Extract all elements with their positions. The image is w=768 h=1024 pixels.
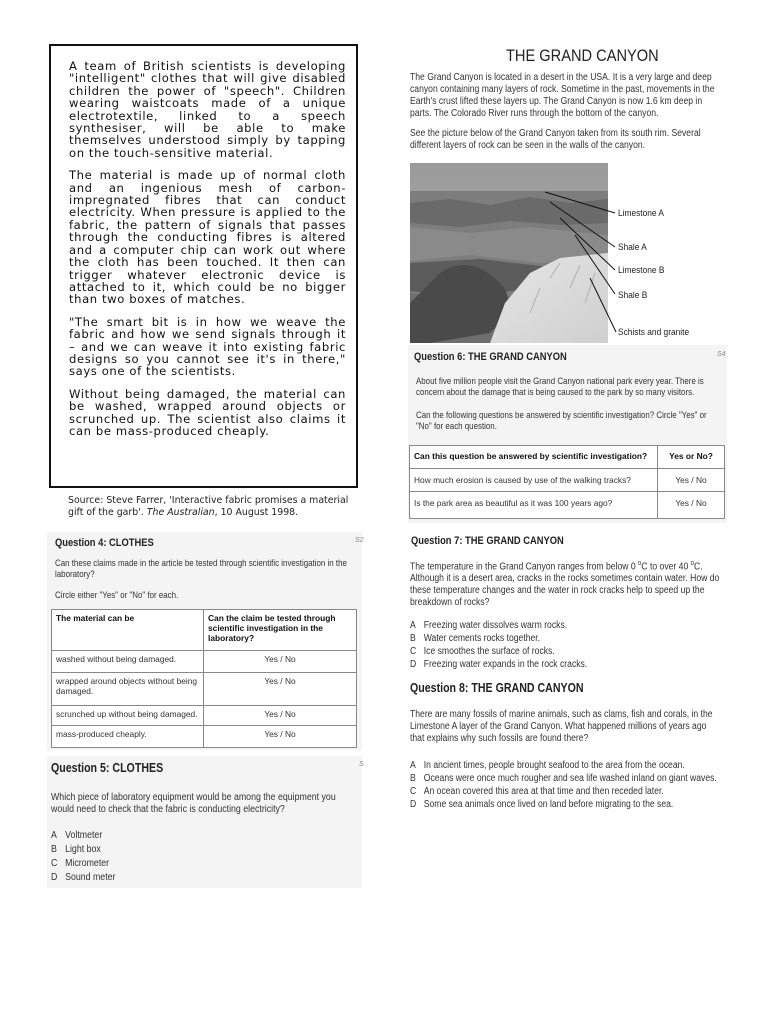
question-4-title: Question 4: CLOTHES	[55, 537, 154, 549]
question-6-code: S4	[717, 351, 726, 358]
question-4-code: S2	[355, 537, 364, 544]
source-publication: The Australian	[146, 506, 215, 518]
option-d[interactable]: D Freezing water expands in the rock cracks.	[410, 659, 588, 670]
table-cell-claim: mass-produced cheaply.	[52, 726, 204, 748]
option-b[interactable]: B Oceans were once much rougher and sea life washed inland on giant waves.	[410, 773, 717, 784]
question-5-text: Which piece of laboratory equipment would be among the equipment you would need to check that the fabric is conducting electricity?	[51, 792, 336, 815]
article-paragraph: A team of British scientists is developing "intelligent" clothes that will give disabled children the power of "speech". Children wearing waistcoats made of a unique electrotextile, linked to a speech synthesiser, will be able to make themselves understood simply by tapping on the touch-sensitive material.	[69, 59, 346, 160]
source-date: , 10 August 1998.	[214, 506, 299, 518]
question-4-panel	[47, 532, 362, 750]
article-paragraph: The material is made up of normal cloth and an ingenious mesh of carbon-impregnated fibres that can conduct electricity. When pressure is applied to the fabric, the pattern of signals that passes through the conducting fibres is altered and a computer chip can work out where the cloth has been touched. It then can trigger whatever electronic device is attached to it, which could be no bigger than two boxes of matches.	[69, 168, 346, 307]
table-row	[410, 492, 725, 519]
source-prefix: Source: Steve Farrer, 'Interactive fabric promises a material gift of the garb'.	[68, 495, 349, 518]
grand-canyon-intro: The Grand Canyon is located in a desert in the USA. It is a very large and deep canyon containing many layers of rock. Sometime in the past, movements in the Earth's crust lifted these layers up. The Grand Canyon is now 1.6 km deep in parts. The Colorado River runs through the bottom of the canyon.	[410, 72, 715, 119]
question-6-text: About five million people visit the Grand Canyon national park every year. There is concern about the damage that is being caused to the park by so many visitors.	[416, 376, 704, 397]
callout-line-schists	[590, 278, 616, 332]
label-shale-b: Shale B	[618, 290, 648, 301]
label-callout-lines	[540, 180, 620, 345]
table-cell-question: How much erosion is caused by use of the walking tracks?	[410, 469, 658, 492]
yes-no-choice[interactable]: Yes / No	[658, 469, 725, 492]
question-6-panel	[408, 345, 727, 523]
table-header-row	[410, 446, 725, 469]
option-c[interactable]: C An ocean covered this area at that time and then receded later.	[410, 786, 664, 797]
question-8-title: Question 8: THE GRAND CANYON	[410, 681, 584, 695]
table-row	[52, 726, 357, 748]
table-header: Can this question be answered by scientific investigation?	[410, 446, 658, 469]
option-c[interactable]: C Micrometer	[51, 858, 110, 869]
yes-no-choice[interactable]: Yes / No	[204, 706, 357, 726]
callout-line-shale-a	[550, 202, 615, 247]
option-c[interactable]: C Ice smoothes the surface of rocks.	[410, 646, 555, 657]
article-paragraph: "The smart bit is in how we weave the fabric and how we send signals through it – and we can weave it into existing fabric designs so you cannot see it's in there," says one of the scientists.	[69, 314, 346, 379]
page-title: THE GRAND CANYON	[506, 46, 659, 65]
option-b[interactable]: B Light box	[51, 844, 101, 855]
table-cell-claim: wrapped around objects without being damaged.	[52, 673, 204, 706]
yes-no-choice[interactable]: Yes / No	[658, 492, 725, 519]
label-schists-granite: Schists and granite	[618, 327, 690, 338]
question-7-text: The temperature in the Grand Canyon ranges from below 0 $^o$C to over 40 $^o$C. Although it is a desert area, cracks in the rocks sometimes contain water. How do these temperature changes and the water in rock cracks help to speed up the breakdown of rocks?	[410, 560, 720, 609]
question-7-title: Question 7: THE GRAND CANYON	[411, 535, 564, 547]
article-paragraph: Without being damaged, the material can be washed, wrapped around objects or scrunched up. The scientist also claims it can be mass-produced cheaply.	[69, 386, 346, 438]
yes-no-choice[interactable]: Yes / No	[204, 651, 357, 673]
table-cell-claim: washed without being damaged.	[52, 651, 204, 673]
table-cell-claim: scrunched up without being damaged.	[52, 706, 204, 726]
label-limestone-b: Limestone B	[618, 265, 665, 276]
question-6-instruction: Can the following questions be answered by scientific investigation? Circle "Yes" or "No" for each question.	[416, 410, 707, 431]
question-6-table	[409, 445, 725, 519]
yes-no-choice[interactable]: Yes / No	[204, 673, 357, 706]
question-6-title: Question 6: THE GRAND CANYON	[414, 351, 567, 363]
option-d[interactable]: D Some sea animals once lived on land before migrating to the sea.	[410, 799, 674, 810]
question-5-options	[51, 829, 115, 885]
question-7-options	[410, 619, 587, 671]
question-8-options	[410, 759, 717, 811]
question-5-panel	[47, 756, 362, 888]
question-4-instruction: Circle either "Yes" or "No" for each.	[55, 590, 179, 600]
label-limestone-a: Limestone A	[618, 208, 665, 219]
grand-canyon-photo-intro: See the picture below of the Grand Canyon taken from its south rim. Several different layers of rock can be seen in the walls of the canyon.	[410, 128, 701, 151]
article-box	[49, 44, 358, 488]
question-4-table	[51, 609, 357, 748]
callout-line-limestone-a	[545, 192, 615, 213]
table-header-row	[52, 610, 357, 651]
question-5-code: S	[359, 761, 364, 768]
question-8-text: There are many fossils of marine animals, such as clams, fish and corals, in the Limestone A layer of the Grand Canyon. What happened millions of years ago that explains why such fossils are found there?	[410, 709, 713, 744]
callout-line-limestone-b	[560, 218, 615, 270]
table-header: Yes or No?	[658, 446, 725, 469]
question-5-title: Question 5: CLOTHES	[51, 761, 164, 775]
table-row	[410, 469, 725, 492]
question-4-text: Can these claims made in the article be tested through scientific investigation in the laboratory?	[55, 558, 347, 579]
option-d[interactable]: D Sound meter	[51, 872, 116, 883]
option-a[interactable]: A In ancient times, people brought seafood to the area from the ocean.	[410, 760, 685, 771]
table-row	[52, 673, 357, 706]
table-row	[52, 651, 357, 673]
table-row	[52, 706, 357, 726]
article-source	[68, 495, 358, 518]
table-cell-question: Is the park area as beautiful as it was 100 years ago?	[410, 492, 658, 519]
table-header: Can the claim be tested through scientific investigation in the laboratory?	[204, 610, 357, 651]
option-b[interactable]: B Water cements rocks together.	[410, 633, 541, 644]
option-a[interactable]: A Voltmeter	[51, 830, 103, 841]
label-shale-a: Shale A	[618, 242, 647, 253]
table-header: The material can be	[52, 610, 204, 651]
option-a[interactable]: A Freezing water dissolves warm rocks.	[410, 620, 568, 631]
yes-no-choice[interactable]: Yes / No	[204, 726, 357, 748]
